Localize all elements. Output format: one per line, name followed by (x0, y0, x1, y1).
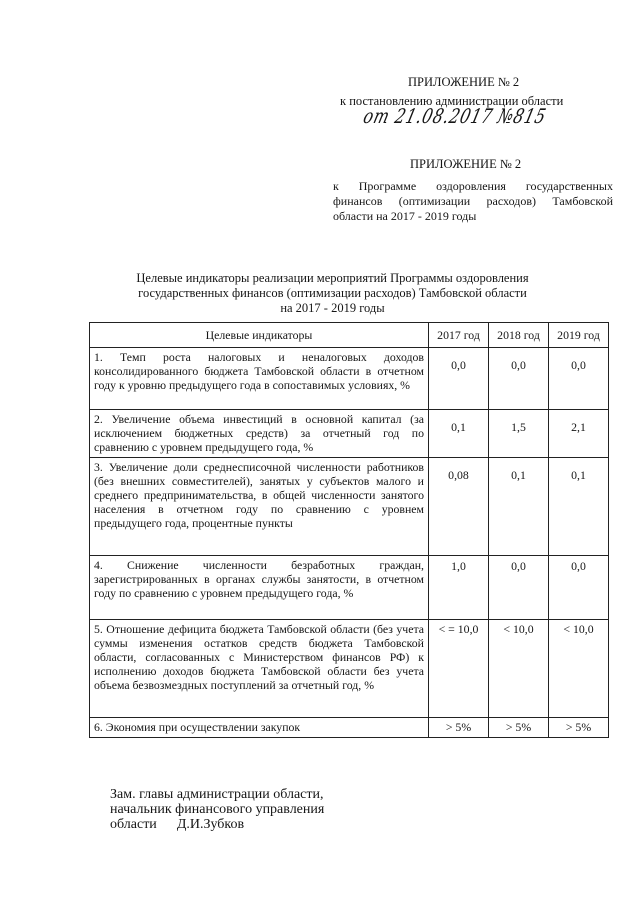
table-title (110, 271, 555, 316)
signature-position: области (110, 817, 157, 832)
indicators-table (89, 322, 609, 738)
value-2018: 0,0 (489, 556, 549, 620)
annex-title: ПРИЛОЖЕНИЕ № 2 (408, 75, 520, 89)
value-2019: 0,0 (549, 556, 609, 620)
indicator-cell: 1. Темп роста налоговых и неналоговых доходов консолидированного бюджета Тамбовской области в отчетном году к уровню предыдущего года в сопоставимых условиях, % (90, 348, 429, 410)
signature-block (110, 787, 324, 832)
table-row (90, 556, 609, 620)
table-title-line-3: на 2017 - 2019 годы (280, 301, 385, 315)
table-row (90, 458, 609, 556)
value-2019: 0,1 (549, 458, 609, 556)
table-header-row (90, 323, 609, 348)
table-title-line-2: государственных финансов (оптимизации расходов) Тамбовской области (138, 286, 527, 300)
table-row (90, 348, 609, 410)
value-2018: 0,0 (489, 348, 549, 410)
signature-line-1: Зам. главы администрации области, (110, 787, 324, 802)
value-2019: 0,0 (549, 348, 609, 410)
value-2018: 0,1 (489, 458, 549, 556)
value-2018: 1,5 (489, 410, 549, 458)
value-2017: 1,0 (429, 556, 489, 620)
indicator-cell: 4. Снижение численности безработных граждан, зарегистрированных в органах службы занятости, в отчетном году по сравнению с уровнем предыдущего года, % (90, 556, 429, 620)
column-header-indicators: Целевые индикаторы (90, 323, 429, 348)
indicator-cell: 6. Экономия при осуществлении закупок (90, 718, 429, 738)
column-header-2017: 2017 год (429, 323, 489, 348)
value-2019: 2,1 (549, 410, 609, 458)
value-2017: 0,0 (429, 348, 489, 410)
table-title-line-1: Целевые индикаторы реализации мероприятий Программы оздоровления (136, 271, 529, 285)
table-row (90, 620, 609, 718)
table-row (90, 410, 609, 458)
program-annex-subtitle: к Программе оздоровления государственных финансов (оптимизации расходов) Тамбовской области на 2017 - 2019 годы (333, 179, 613, 223)
value-2017: < = 10,0 (429, 620, 489, 718)
signatory-name: Д.И.Зубков (176, 817, 245, 832)
value-2018: > 5% (489, 718, 549, 738)
value-2019: > 5% (549, 718, 609, 738)
signature-line-2: начальник финансового управления (110, 802, 325, 817)
value-2017: 0,08 (429, 458, 489, 556)
value-2017: 0,1 (429, 410, 489, 458)
value-2019: < 10,0 (549, 620, 609, 718)
handwritten-date-number: от 21.08.2017 №815 (361, 104, 550, 128)
program-annex-title: ПРИЛОЖЕНИЕ № 2 (410, 157, 522, 171)
value-2017: > 5% (429, 718, 489, 738)
column-header-2019: 2019 год (549, 323, 609, 348)
signature-line-3 (110, 817, 324, 832)
value-2018: < 10,0 (489, 620, 549, 718)
indicator-cell: 5. Отношение дефицита бюджета Тамбовской области (без учета суммы изменения остатков средств бюджета Тамбовской области, согласованных с Министерством финансов РФ) к исполнению доходов бюджета Тамбовской области без учета объема безвозмездных поступлений за отчетный год, % (90, 620, 429, 718)
column-header-2018: 2018 год (489, 323, 549, 348)
indicator-cell: 3. Увеличение доли среднесписочной численности работников (без внешних совместителей), занятых у субъектов малого и среднего предпринимательства, в общей численности занятого населения в отчетном году по сравнению с уровнем предыдущего года, процентные пункты (90, 458, 429, 556)
indicator-cell: 2. Увеличение объема инвестиций в основной капитал (за исключением бюджетных средств) за отчетный год по сравнению с уровнем предыдущего года, % (90, 410, 429, 458)
table-row (90, 718, 609, 738)
annex-subtitle: к постановлению администрации области (340, 94, 564, 108)
